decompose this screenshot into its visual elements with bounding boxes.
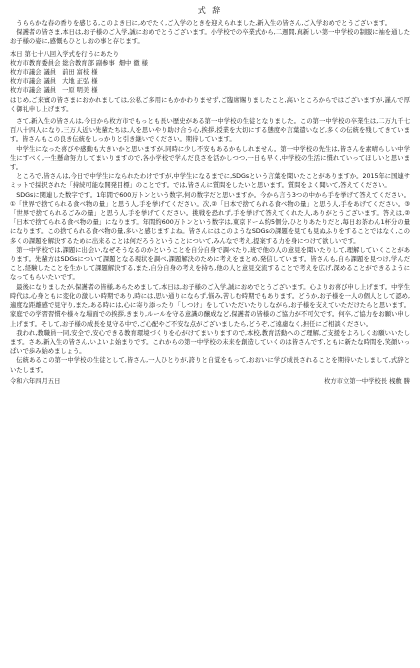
guest-line-2: 枚方市議会 議員 前田 富枝 様 [10, 69, 98, 77]
document-title: 式 辞 [197, 6, 223, 15]
thanks-paragraph: はじめ,ご来賓の皆さまにおかれましては,公私ご多用にもかかわりませず,ご臨席賜りましたこと,高いところからではございますが,謹んで厚く御礼申し上げます。 [10, 96, 410, 113]
learning-goal-paragraph: 第一中学校では,課題に出会い,なぜそうなるのかということを自分自身で調べたり,班で他の人の意見を聞いたりして,理解していくことがあります。先輩方はSDGsについて課題となる現状を調べ,課題解決のために考えをまとめ,発信しています。皆さんも,自ら課題を見つけ,学んだこと,経験したことを生かして課題解決する,また,自分自身の考えを持ち,他の人と意見交流することで考えを広げ,深めることができるようになってもらいたいです。 [10, 246, 410, 282]
closing-paragraph: 伝統あるこの第一中学校の生徒として,皆さん,一人ひとりが,誇りと自覚をもって,おおいに学び成長されることを期待いたしまして,式辞といたします。 [10, 357, 410, 374]
school-tradition-paragraph: さて,新入生の皆さんは,今日から枚方市でもっとも長い歴史がある第一中学校の生徒となりました。この第一中学校の卒業生は,二万九千七百八十四人になり,三万人近い先輩たちは,人を思いやり助け合う心,挨拶,授業を大切にする態度や言葉遣いなど,多くの伝統を残してきています。皆さんもこの良き伝統をしっかりと引き継いでください。期待しています。 [10, 118, 410, 144]
document-footer [10, 377, 410, 386]
intro-paragraph: うららかな春の香りを感じる,このよき日に,めでたく,ご入学のときを迎えられました,新入生の皆さん,ご入学おめでとうございます。 [16, 20, 392, 27]
sdgs-intro-paragraph: ところで,皆さんは,今日で中学生になられたわけですが,中学生になるまでに,SDGsという言葉を聞いたことがありますか。2015年に国連サミットで採択された「持続可能な開発目標」のことです。では,皆さんに質問をしたいと思います。質問をよく聞いて,答えてください。 [10, 173, 410, 190]
parents-greeting-paragraph: 保護者の皆さま,本日は,お子様のご入学,誠におめでとうございます。小学校での卒業式から,二週間,真新しい第一中学校の制服に袖を通したお子様の姿に,感慨もひとしおの事と存じます。 [10, 29, 410, 46]
principal-signature: 枚方市立第一中学校長 桟敷 勝 [324, 377, 410, 385]
guest-line-4: 枚方市議会 議員 一原 明美 様 [10, 87, 98, 95]
guest-line-3: 枚方市議会 議員 大地 正弘 様 [10, 78, 98, 86]
guest-heading: 本日 第七十八回入学式を行うにあたり [10, 50, 120, 58]
guest-line-1: 枚方市教育委員会 総合教育部 副参事 畑中 徹 様 [10, 59, 148, 67]
school-life-paragraph: 中学生になった喜びや感動も大きいかと思いますが,同時に少し不安もあるかもしれません。第一中学校の先生は,皆さんを素晴らしい中学生にすべく,一生懸命努力してまいりますので,各小学校で学んだ良さを活かしつつ,一日も早く,中学校の生活に慣れていってほしいと思います。 [10, 145, 410, 172]
staff-commitment-paragraph: 我われ,教職員一同,安全で,安心できる教育環境づくりを心がけてまいりますので,本校,教育活動へのご理解,ご支援をよろしくお願いいたします。さあ,新入生の皆さん,いよいよ始まりです。これからの第一中学校の未来を創造していくのは皆さんです,ともに新たな時間を,笑顔いっぱいで歩み始めましょう。 [10, 329, 410, 356]
parents-request-paragraph: 最後になりましたが,保護者の皆様,あらためまして,本日は,お子様のご入学,誠におめでとうございます。心よりお喜び申し上げます。中学生時代は,心身ともに変化の激しい時期であり,時には,思い通りにならず,悩み,苦しむ時期でもあります。どうか,お子様を一人の個人として認め,適度な距離感で見守り,また,ある時には,心に寄り添ったり「しつけ」をしていただいたりしながら,お子様を支えていただけたらと思います。家庭での学習習慣や様々な場面での挨拶,きまり,ルールを守る意識の醸成など,保護者の皆様のご協力が不可欠です。何卒,ご協力をお願い申し上げます。そして,お子様の成長を見守る中で,ご心配やご不安な点がございましたら,どうぞ,ご遠慮なく,担任にご相談ください。 [10, 283, 410, 328]
document-date: 令和六年四月五日 [10, 377, 61, 385]
sdgs-quiz-paragraph: SDGsに関連した数字です。1年間で600万トンという数字,何の数字だと思いますか。今から言う3つの中から手を挙げて答えてください。①「世界で捨てられる食べ物の量」と思う人,手を挙げてください。次,②「日本で捨てられる食べ物の量」と思う人,手をあげてください。③「世界で捨てられるごみの量」と思う人,手を挙げてください。挑戦を恐れず,手を挙げて答えてくれた人,ありがとうございます。答えは,②「日本で捨てられる食べ物の量」になります。年間約600万トンという数字は,東京ドーム約5個分,ひとりあたりだと,毎日お茶わん1杯分の量になります。この捨てられる食べ物の量,多いと感じますよね。皆さんにはこのようなSDGsの課題を見ても見ぬふりをすることではなく,この多くの課題を解決するために出来ることは何だろうということについて,みんなで考え,提案する力を身につけて欲しいです。 [10, 191, 410, 245]
